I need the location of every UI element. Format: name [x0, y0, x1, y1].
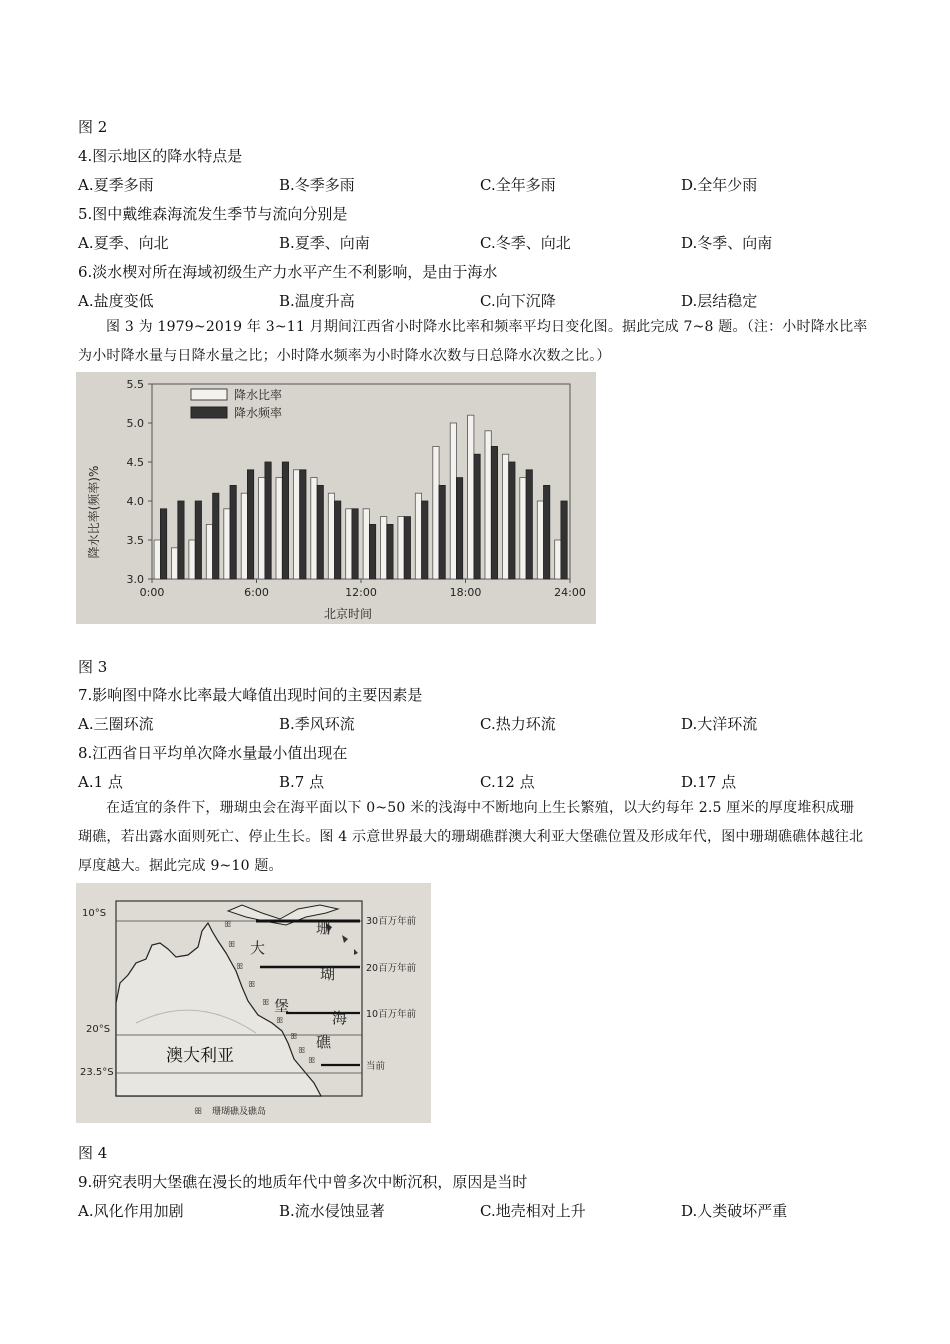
svg-text:ꕥ: ꕥ: [262, 998, 270, 1007]
option-d[interactable]: D.17 点: [681, 773, 737, 791]
bar-ratio: [276, 478, 282, 579]
svg-text:ꕥ: ꕥ: [236, 962, 244, 971]
option-c[interactable]: C.地壳相对上升: [480, 1202, 586, 1220]
bar-frequency: [352, 509, 358, 579]
reef-char-hai: 海: [332, 1009, 348, 1027]
age-label-present: 当前: [366, 1061, 386, 1072]
bar-frequency: [456, 478, 462, 579]
age-label-20ma: 20百万年前: [366, 963, 417, 974]
bar-ratio: [537, 501, 543, 579]
latitude-label-10s: 10°S: [82, 908, 107, 919]
age-label-30ma: 30百万年前: [366, 916, 417, 927]
bar-ratio: [415, 493, 421, 579]
bar-ratio: [468, 415, 474, 579]
x-tick-label: 6:00: [244, 586, 269, 599]
bar-ratio: [189, 540, 195, 579]
reef-char-jiao: 礁: [316, 1033, 332, 1051]
option-c[interactable]: C.12 点: [480, 773, 535, 791]
option-a[interactable]: A.夏季、向北: [78, 234, 169, 252]
reef-legend-label: 珊瑚礁及礁岛: [212, 1107, 267, 1117]
bar-frequency: [300, 470, 306, 579]
bar-ratio: [502, 454, 508, 579]
x-axis-label: 北京时间: [323, 607, 373, 621]
svg-text:ꕥ: ꕥ: [276, 1016, 284, 1025]
bar-frequency: [544, 485, 550, 579]
bar-frequency: [178, 501, 184, 579]
figure-2-caption: 图 2: [78, 118, 108, 136]
question-4-stem: 4.图示地区的降水特点是: [78, 147, 243, 165]
bar-ratio: [433, 446, 439, 579]
option-a[interactable]: A.三圈环流: [78, 715, 154, 733]
bar-frequency: [439, 485, 445, 579]
bar-ratio: [154, 540, 160, 579]
option-c[interactable]: C.全年多雨: [480, 176, 556, 194]
legend-swatch-ratio: [191, 389, 227, 400]
option-b[interactable]: B.冬季多雨: [279, 176, 355, 194]
option-b[interactable]: B.夏季、向南: [279, 234, 370, 252]
bar-ratio: [363, 509, 369, 579]
bar-ratio: [293, 470, 299, 579]
bar-frequency: [265, 462, 271, 579]
svg-text:ꕥ: ꕥ: [308, 1056, 316, 1065]
bar-frequency: [195, 501, 201, 579]
question-8-stem: 8.江西省日平均单次降水量最小值出现在: [78, 744, 348, 762]
precipitation-bar-chart: [76, 372, 596, 624]
bar-ratio: [241, 493, 247, 579]
y-axis-label: 降水比率(频率)%: [87, 465, 101, 559]
reef-char-shan: 珊: [316, 919, 332, 937]
legend-swatch-frequency: [191, 407, 227, 418]
great-barrier-reef-map: [76, 883, 431, 1123]
option-d[interactable]: D.冬季、向南: [681, 234, 773, 252]
y-tick-label: 4.5: [126, 456, 144, 469]
bar-frequency: [230, 485, 236, 579]
bar-ratio: [328, 493, 334, 579]
bar-frequency: [422, 501, 428, 579]
question-5-options: [78, 232, 878, 254]
figure-3-caption: 图 3: [78, 658, 108, 676]
y-tick-label: 5.5: [126, 378, 144, 391]
bar-frequency: [491, 446, 497, 579]
age-label-10ma: 10百万年前: [366, 1009, 417, 1020]
bar-ratio: [206, 524, 212, 579]
bar-ratio: [259, 478, 265, 579]
option-b[interactable]: B.季风环流: [279, 715, 355, 733]
question-9-options: [78, 1200, 878, 1222]
option-d[interactable]: D.人类破坏严重: [681, 1202, 788, 1220]
option-c[interactable]: C.冬季、向北: [480, 234, 571, 252]
reef-legend-icon: ꕥ: [194, 1107, 203, 1117]
figure-3-intro: 图 3 为 1979~2019 年 3~11 月期间江西省小时降水比率和频率平均日变化图。据此完成 7~8 题。（注：小时降水比率为小时降水量与日降水量之比；小时降水频率为小时降水次数与日总降水次数之比。）: [78, 319, 868, 364]
reef-char-hu: 瑚: [320, 965, 336, 983]
reef-char-da: 大: [250, 939, 266, 957]
bar-ratio: [224, 509, 230, 579]
option-a[interactable]: A.1 点: [78, 773, 123, 791]
bar-frequency: [282, 462, 288, 579]
legend-label-ratio: 降水比率: [234, 388, 283, 402]
question-7-stem: 7.影响图中降水比率最大峰值出现时间的主要因素是: [78, 686, 423, 704]
option-b[interactable]: B.温度升高: [279, 292, 355, 310]
option-b[interactable]: B.流水侵蚀显著: [279, 1202, 385, 1220]
figure-4-intro: 在适宜的条件下，珊瑚虫会在海平面以下 0~50 米的浅海中不断地向上生长繁殖，以大约每年 2.5 厘米的厚度堆积成珊瑚礁，若出露水面则死亡、停止生长。图 4 示意世界最大的珊瑚礁群澳大利亚大堡礁位置及形成年代，图中珊瑚礁礁体越往北厚度越大。据此完成 9~10 题。: [78, 800, 864, 874]
question-5-stem: 5.图中戴维森海流发生季节与流向分别是: [78, 205, 348, 223]
latitude-label-20s: 20°S: [86, 1024, 111, 1035]
bar-frequency: [474, 454, 480, 579]
bar-frequency: [404, 517, 410, 579]
x-tick-label: 0:00: [139, 586, 165, 599]
x-tick-label: 24:00: [554, 586, 586, 599]
bar-ratio: [485, 431, 491, 579]
svg-text:ꕥ: ꕥ: [298, 1046, 306, 1055]
bar-frequency: [387, 524, 393, 579]
bar-frequency: [369, 524, 375, 579]
question-6-stem: 6.淡水楔对所在海域初级生产力水平产生不利影响，是由于海水: [78, 263, 498, 281]
bar-ratio: [346, 509, 352, 579]
bar-frequency: [561, 501, 567, 579]
question-7-options: [78, 713, 878, 735]
bar-frequency: [335, 501, 341, 579]
svg-text:ꕥ: ꕥ: [228, 940, 236, 949]
x-tick-label: 18:00: [449, 586, 482, 599]
option-d[interactable]: D.大洋环流: [681, 715, 758, 733]
option-b[interactable]: B.7 点: [279, 773, 325, 791]
bar-frequency: [526, 470, 532, 579]
y-tick-label: 3.0: [126, 573, 144, 586]
bar-frequency: [509, 462, 515, 579]
bar-ratio: [450, 423, 456, 579]
question-8-options: [78, 771, 878, 793]
figure-4-map: [76, 883, 431, 1123]
y-tick-label: 5.0: [126, 417, 144, 430]
option-d[interactable]: D.层结稳定: [681, 292, 758, 310]
question-6-options: [78, 290, 878, 312]
legend-label-frequency: 降水频率: [234, 406, 283, 420]
figure-3-photo: [76, 372, 596, 624]
option-a[interactable]: A.风化作用加剧: [78, 1202, 184, 1220]
question-9-stem: 9.研究表明大堡礁在漫长的地质年代中曾多次中断沉积，原因是当时: [78, 1173, 528, 1191]
figure-4-caption: 图 4: [78, 1144, 108, 1162]
bar-frequency: [317, 485, 323, 579]
bar-frequency: [213, 493, 219, 579]
bar-ratio: [311, 478, 317, 579]
option-d[interactable]: D.全年少雨: [681, 176, 758, 194]
bar-ratio: [172, 548, 178, 579]
bar-frequency: [247, 470, 253, 579]
question-4-options: [78, 174, 878, 196]
x-tick-label: 12:00: [345, 586, 377, 599]
svg-text:ꕥ: ꕥ: [224, 920, 232, 929]
y-tick-label: 4.0: [126, 495, 144, 508]
option-c[interactable]: C.热力环流: [480, 715, 556, 733]
svg-text:ꕥ: ꕥ: [290, 1032, 298, 1041]
latitude-label-23-5s: 23.5°S: [80, 1067, 114, 1078]
country-label-australia: 澳大利亚: [166, 1046, 234, 1066]
bar-frequency: [160, 509, 166, 579]
reef-char-bao: 堡: [274, 997, 290, 1015]
bar-ratio: [381, 517, 387, 579]
svg-text:ꕥ: ꕥ: [248, 980, 256, 989]
y-tick-label: 3.5: [126, 534, 144, 547]
option-c[interactable]: C.向下沉降: [480, 292, 556, 310]
bar-ratio: [398, 517, 404, 579]
bar-ratio: [555, 540, 561, 579]
option-a[interactable]: A.盐度变低: [78, 292, 154, 310]
option-a[interactable]: A.夏季多雨: [78, 176, 154, 194]
bar-ratio: [520, 478, 526, 579]
